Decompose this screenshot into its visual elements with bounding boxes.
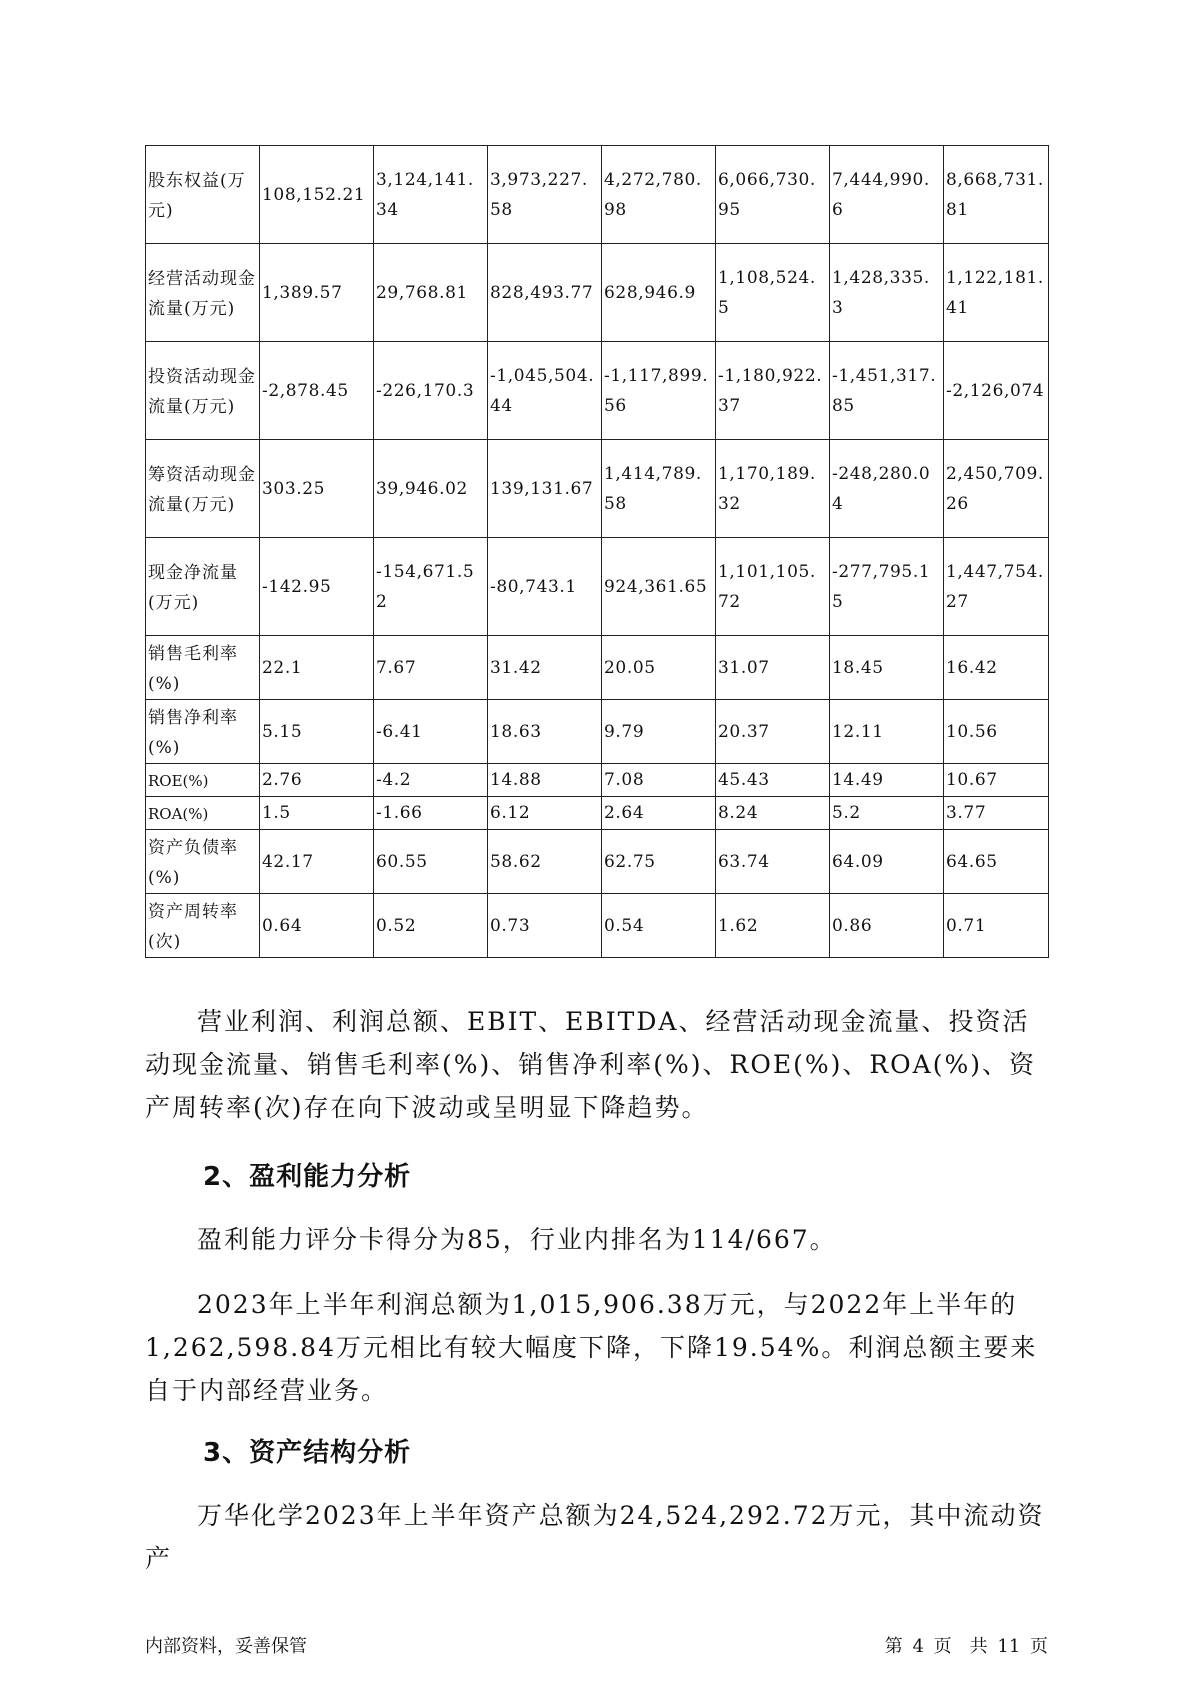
table-cell: 3.77 [944,797,1049,830]
table-cell: 139,131.67 [488,440,602,538]
row-label: 投资活动现金流量(万元) [146,342,260,440]
table-cell: 45.43 [716,764,830,797]
table-body [146,146,1049,958]
table-cell: 29,768.81 [374,244,488,342]
table-cell: -1,451,317.85 [830,342,944,440]
table-cell: 8,668,731.81 [944,146,1049,244]
table-cell: 10.56 [944,700,1049,764]
table-cell: 1,414,789.58 [602,440,716,538]
table-cell: 6,066,730.95 [716,146,830,244]
table-cell: -142.95 [260,538,374,636]
table-cell: -1,180,922.37 [716,342,830,440]
table-row [146,244,1049,342]
table-cell: 1.62 [716,894,830,958]
table-cell: 18.63 [488,700,602,764]
table-cell: 20.05 [602,636,716,700]
table-cell: 2.76 [260,764,374,797]
table-cell: 8.24 [716,797,830,830]
table-cell: 64.65 [944,830,1049,894]
table-cell: 0.71 [944,894,1049,958]
table-cell: 16.42 [944,636,1049,700]
footer-page-number: 第 4 页 共 11 页 [884,1636,1048,1657]
table-cell: 10.67 [944,764,1049,797]
table-cell: 62.75 [602,830,716,894]
table-cell: -4.2 [374,764,488,797]
table-cell: -80,743.1 [488,538,602,636]
table-row [146,342,1049,440]
table-cell: -277,795.15 [830,538,944,636]
table-cell: 7.67 [374,636,488,700]
table-row [146,700,1049,764]
table-cell: 42.17 [260,830,374,894]
row-label: ROA(%) [146,797,260,830]
table-cell: 1,389.57 [260,244,374,342]
row-label: 现金净流量(万元) [146,538,260,636]
table-cell: 924,361.65 [602,538,716,636]
table-row [146,797,1049,830]
table-cell: 1,170,189.32 [716,440,830,538]
financial-metrics-table [145,145,1049,958]
table-cell: -1.66 [374,797,488,830]
row-label: 销售毛利率(%) [146,636,260,700]
table-cell: 63.74 [716,830,830,894]
table-cell: 3,973,227.58 [488,146,602,244]
table-cell: 6.12 [488,797,602,830]
row-label: 经营活动现金流量(万元) [146,244,260,342]
table-cell: -154,671.52 [374,538,488,636]
row-label: 销售净利率(%) [146,700,260,764]
table-cell: 2.64 [602,797,716,830]
table-cell: -2,126,074 [944,342,1049,440]
table-cell: 1,122,181.41 [944,244,1049,342]
footer-confidential-note: 内部资料，妥善保管 [145,1636,307,1657]
table-cell: -226,170.3 [374,342,488,440]
paragraph-profitability-score: 盈利能力评分卡得分为85，行业内排名为114/667。 [197,1225,837,1254]
table-cell: 12.11 [830,700,944,764]
table-row [146,538,1049,636]
table-row [146,636,1049,700]
row-label: 筹资活动现金流量(万元) [146,440,260,538]
table-row [146,440,1049,538]
table-cell: 303.25 [260,440,374,538]
table-cell: 1,101,105.72 [716,538,830,636]
table-cell: -2,878.45 [260,342,374,440]
table-cell: 22.1 [260,636,374,700]
table-cell: 0.52 [374,894,488,958]
table-cell: 0.64 [260,894,374,958]
table-cell: 0.54 [602,894,716,958]
table-cell: 64.09 [830,830,944,894]
table-cell: 14.88 [488,764,602,797]
table-cell: 828,493.77 [488,244,602,342]
table-cell: 58.62 [488,830,602,894]
table-cell: -6.41 [374,700,488,764]
table-cell: 108,152.21 [260,146,374,244]
table-cell: 628,946.9 [602,244,716,342]
row-label: 资产周转率(次) [146,894,260,958]
section-heading-profitability: 2、盈利能力分析 [203,1162,412,1192]
table-cell: -1,045,504.44 [488,342,602,440]
table-cell: 9.79 [602,700,716,764]
table-cell: 39,946.02 [374,440,488,538]
table-cell: 7.08 [602,764,716,797]
table-cell: 1,108,524.5 [716,244,830,342]
table-cell: 0.73 [488,894,602,958]
table-cell: 0.86 [830,894,944,958]
table-cell: 7,444,990.6 [830,146,944,244]
table-cell: 1,428,335.3 [830,244,944,342]
table-cell: -248,280.04 [830,440,944,538]
table-cell: 1,447,754.27 [944,538,1049,636]
paragraph-total-profit: 2023年上半年利润总额为1,015,906.38万元，与2022年上半年的1,262,598.84万元相比有较大幅度下降，下降19.54%。利润总额主要来自于内部经营业务。 [145,1290,1038,1405]
row-label: 股东权益(万元) [146,146,260,244]
table-row [146,894,1049,958]
table-cell: 3,124,141.34 [374,146,488,244]
row-label: ROE(%) [146,764,260,797]
table-cell: 1.5 [260,797,374,830]
table-cell: 60.55 [374,830,488,894]
table-cell: 2,450,709.26 [944,440,1049,538]
table-cell: -1,117,899.56 [602,342,716,440]
table-cell: 5.2 [830,797,944,830]
table-cell: 20.37 [716,700,830,764]
paragraph-trend-summary: 营业利润、利润总额、EBIT、EBITDA、经营活动现金流量、投资活动现金流量、销售毛利率(%)、销售净利率(%)、ROE(%)、ROA(%)、资产周转率(次)存在向下波动或呈明显下降趋势。 [145,1007,1036,1122]
table-cell: 5.15 [260,700,374,764]
table-cell: 4,272,780.98 [602,146,716,244]
section-heading-asset-structure: 3、资产结构分析 [203,1438,412,1468]
table-cell: 18.45 [830,636,944,700]
table-cell: 14.49 [830,764,944,797]
table-cell: 31.07 [716,636,830,700]
table-row [146,146,1049,244]
table-row [146,764,1049,797]
table-cell: 31.42 [488,636,602,700]
paragraph-total-assets: 万华化学2023年上半年资产总额为24,524,292.72万元，其中流动资产 [145,1501,1045,1573]
row-label: 资产负债率(%) [146,830,260,894]
table-row [146,830,1049,894]
